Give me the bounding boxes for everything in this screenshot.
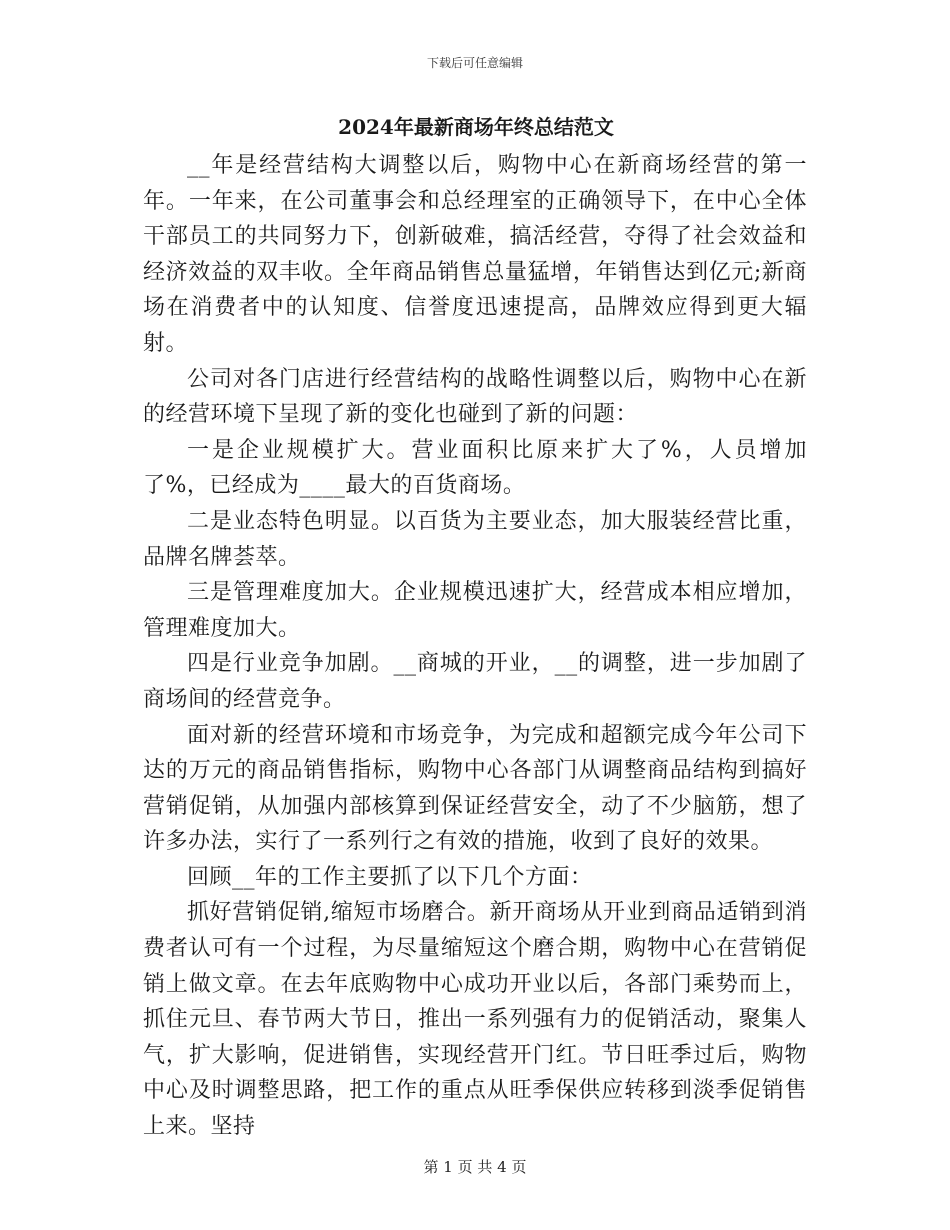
paragraph: 抓好营销促销,缩短市场磨合。新开商场从开业到商品适销到消费者认可有一个过程，为尽量缩短这个磨合期，购物中心在营销促销上做文章。在去年底购物中心成功开业以后，各部门乘势而上，抓住元旦、春节两大节日，推出一系列强有力的促销活动，聚集人气，扩大影响，促进销售，实现经营开门红。节日旺季过后，购物中心及时调整思路，把工作的重点从旺季保供应转移到淡季促销售上来。坚持 [143,900,807,1140]
document-title: 2024年最新商场年终总结范文 [338,115,614,139]
page-number: 第 1 页 共 4 页 [423,1158,527,1176]
paragraph: 公司对各门店进行经营结构的战略性调整以后，购物中心在新的经营环境下呈现了新的变化也碰到了新的问题： [143,366,807,428]
paragraph: 回顾__年的工作主要抓了以下几个方面： [187,864,593,890]
paragraph: 面对新的经营环境和市场竞争，为完成和超额完成今年公司下达的万元的商品销售指标，购物中心各部门从调整商品结构到搞好营销促销，从加强内部核算到保证经营安全，动了不少脑筋，想了许多办法，实行了一系列行之有效的措施，收到了良好的效果。 [143,722,807,855]
paragraph: 二是业态特色明显。以百货为主要业态，加大服装经营比重，品牌名牌荟萃。 [143,508,807,570]
paragraph: __年是经营结构大调整以后，购物中心在新商场经营的第一年。一年来，在公司董事会和总经理室的正确领导下，在中心全体干部员工的共同努力下，创新破难，搞活经营，夺得了社会效益和经济效益的双丰收。全年商品销售总量猛增，年销售达到亿元;新商场在消费者中的认知度、信誉度迅速提高，品牌效应得到更大辐射。 [143,153,807,356]
document-body [143,112,807,1145]
paragraph: 一是企业规模扩大。营业面积比原来扩大了%，人员增加了%，已经成为____最大的百货商场。 [143,437,807,499]
paragraph: 三是管理难度加大。企业规模迅速扩大，经营成本相应增加，管理难度加大。 [143,580,807,641]
header-note: 下载后可任意编辑 [426,56,523,70]
paragraph: 四是行业竞争加剧。__商城的开业，__的调整，进一步加剧了商场间的经营竞争。 [143,651,807,712]
